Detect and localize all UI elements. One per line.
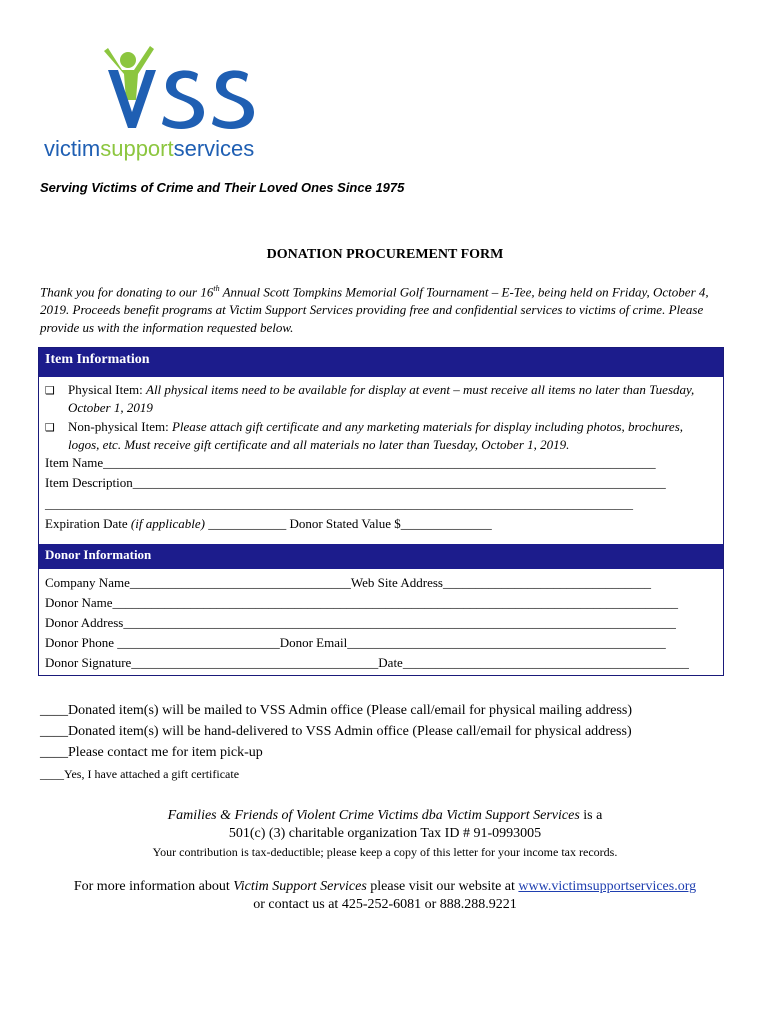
option-pickup[interactable]: ____Please contact me for item pick-up (40, 745, 263, 760)
nonphysical-item-checkbox[interactable]: ❑ (45, 421, 55, 434)
intro-text: Thank you for donating to our 16th Annual Scott Tompkins Memorial Golf Tournament – E-Tee, being held on Friday, October 4, 2019. Proceeds benefit programs at Victim Support Services providing free and confidential services to victims of crime. Please provide us with the information requested below. (40, 284, 709, 336)
more-info: For more information about Victim Support Services please visit our website at www.victimsupportservices.org (73, 879, 697, 894)
donor-address-field[interactable]: Donor Address_____________________________________________________________________________________ (45, 615, 676, 630)
tagline: Serving Victims of Crime and Their Loved Ones Since 1975 (40, 180, 405, 195)
contribution-note: Your contribution is tax-deductible; please keep a copy of this letter for your income tax records. (152, 845, 618, 859)
nonphysical-item-label: Non-physical Item: Please attach gift certificate and any marketing materials for display including photos, brochures, logos, etc. Must receive gift certificate and all materials no later than Tuesday, October 1, 2019. (68, 419, 684, 452)
contact-info: or contact us at 425-252-6081 or 888.288.9221 (253, 897, 517, 912)
org-statement: Families & Friends of Violent Crime Victims dba Victim Support Services is a (167, 808, 603, 823)
logo-wordmark: victimsupportservices (44, 136, 255, 161)
physical-item-label: Physical Item: All physical items need to be available for display at event – must receive all items no later than Tuesday, October 1, 2019 (68, 382, 695, 415)
website-link[interactable]: www.victimsupportservices.org (518, 879, 697, 894)
option-gift-certificate[interactable]: ____Yes, I have attached a gift certificate (40, 767, 240, 781)
expiration-value-field[interactable]: Expiration Date (if applicable) ____________ Donor Stated Value $______________ (45, 516, 492, 531)
company-website-field[interactable]: Company Name__________________________________Web Site Address________________________________ (45, 575, 651, 590)
item-information-header: Item Information (39, 348, 723, 377)
tax-id: 501(c) (3) charitable organization Tax ID # 91-0993005 (228, 826, 542, 841)
donor-name-field[interactable]: Donor Name_______________________________________________________________________________________ (45, 595, 679, 610)
item-description-field[interactable]: Item Description__________________________________________________________________________________ (45, 475, 666, 490)
option-mailed[interactable]: ____Donated item(s) will be mailed to VSS Admin office (Please call/email for physical mailing address) (40, 703, 633, 718)
option-hand-delivered[interactable]: ____Donated item(s) will be hand-delivered to VSS Admin office (Please call/email for physical address) (40, 724, 632, 739)
form-box (38, 347, 724, 676)
donor-signature-date-field[interactable]: Donor Signature______________________________________Date____________________________________________ (45, 655, 689, 670)
physical-item-checkbox[interactable]: ❑ (45, 384, 55, 397)
form-title: DONATION PROCUREMENT FORM (266, 247, 504, 262)
item-name-field[interactable]: Item Name_____________________________________________________________________________________ (45, 455, 656, 470)
vss-logo-icon (70, 40, 270, 135)
donor-information-header: Donor Information (39, 544, 723, 569)
item-description-line2[interactable]: __________________________________________________________________________________________________ (45, 497, 633, 511)
donor-phone-email-field[interactable]: Donor Phone _________________________Donor Email_________________________________________________ (45, 635, 666, 650)
vss-logo (40, 40, 270, 165)
